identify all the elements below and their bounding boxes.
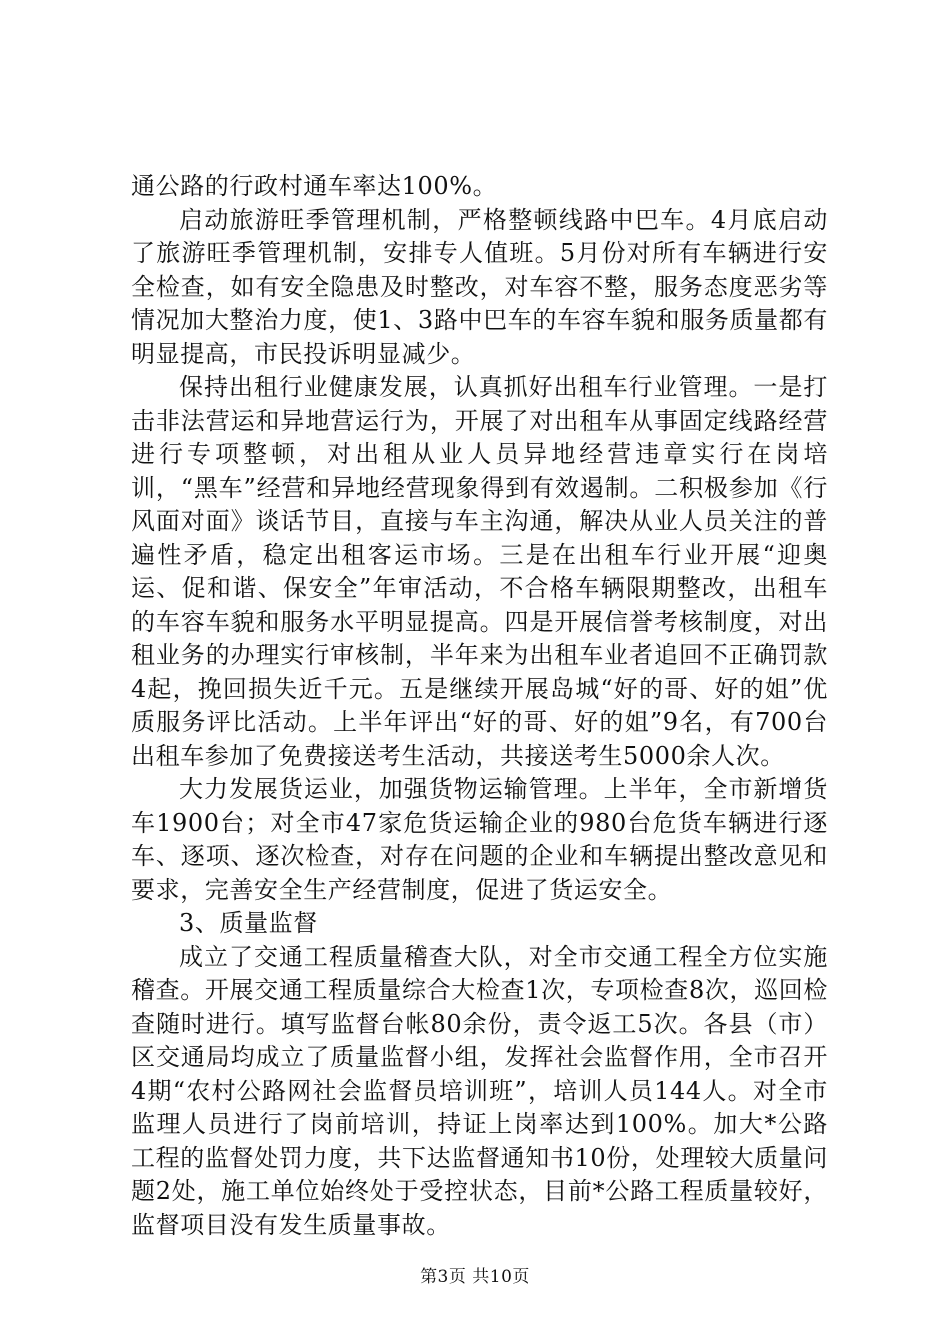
paragraph-freight-transport: 大力发展货运业，加强货物运输管理。上半年，全市新增货车1900台；对全市47家危货运输企业的980台危货车辆进行逐车、逐项、逐次检查，对存在问题的企业和车辆提出整改意见和要求，完善安全生产经营制度，促进了货运安全。 <box>131 775 828 904</box>
paragraph-taxi-management: 保持出租行业健康发展，认真抓好出租车行业管理。一是打击非法营运和异地营运行为，开展了对出租车从事固定线路经营进行专项整顿，对出租从业人员异地经营违章实行在岗培训，“黑车”经营和异地经营现象得到有效遏制。二积极参加《行风面对面》谈话节目，直接与车主沟通，解决从业人员关注的普遍性矛盾，稳定出租客运市场。三是在出租车行业开展“迎奥运、促和谐、保安全”年审活动，不合格车辆限期整改，出租车的车容车貌和服务水平明显提高。四是开展信誉考核制度，对出租业务的办理实行审核制，半年来为出租车业者追回不正确罚款4起，挽回损失近千元。五是继续开展岛城“好的哥、好的姐”优质服务评比活动。上半年评出“好的哥、好的姐”9名，有700台出租车参加了免费接送考生活动，共接送考生5000余人次。 <box>131 373 828 770</box>
paragraph-quality-supervision: 成立了交通工程质量稽查大队，对全市交通工程全方位实施稽查。开展交通工程质量综合大检查1次，专项检查8次，巡回检查随时进行。填写监督台帐80余份，责令返工5次。各县（市）区交通局均成立了质量监督小组，发挥社会监督作用，全市召开4期“农村公路网社会监督员培训班”，培训人员144人。对全市监理人员进行了岗前培训，持证上岗率达到100%。加大*公路工程的监督处罚力度，共下达监督通知书10份，处理较大质量问题2处，施工单位始终处于受控状态，目前*公路工程质量较好，监督项目没有发生质量事故。 <box>131 942 828 1239</box>
paragraph-continuation: 通公路的行政村通车率达100%。 <box>131 172 498 200</box>
page-footer: 第3页 共10页 <box>420 1267 530 1287</box>
paragraph-tourism-minibus: 启动旅游旺季管理机制，严格整顿线路中巴车。4月底启动了旅游旺季管理机制，安排专人值班。5月份对所有车辆进行安全检查，如有安全隐患及时整改，对车容不整，服务态度恶劣等情况加大整治力度，使1、3路中巴车的车容车貌和服务质量都有明显提高，市民投诉明显减少。 <box>131 205 828 368</box>
section-heading-quality-supervision: 3、质量监督 <box>179 909 318 937</box>
document-body <box>131 170 828 1242</box>
